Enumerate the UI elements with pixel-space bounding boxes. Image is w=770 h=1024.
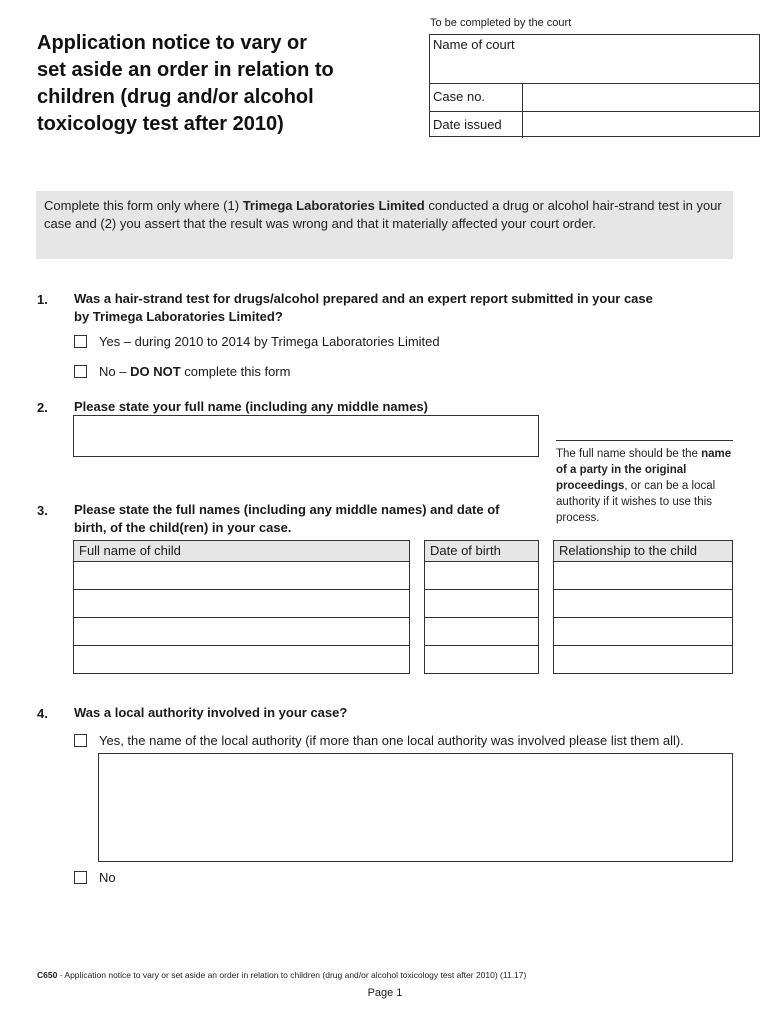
title-line: toxicology test after 2010) [37,113,284,135]
q1-no-label [99,364,290,379]
guidance-text-start: The full name should be the [556,448,702,460]
q1-no-prefix: No – [99,364,131,379]
local-authority-field[interactable] [98,753,733,862]
footer-text: - Application notice to vary or set aside an order in relation to children (drug and/or alcohol toxicology test after 2010) (11.17) [57,970,527,980]
q1-yes-checkbox[interactable] [74,335,87,348]
question-4-text: Was a local authority involved in your case? [74,705,348,720]
relationship-cell[interactable] [554,618,732,646]
date-issued-cell [522,112,759,138]
title-line: set aside an order in relation to [37,59,334,81]
child-name-cell[interactable] [74,618,409,646]
date-of-birth-header: Date of birth [425,541,538,562]
date-of-birth-cell[interactable] [425,590,538,618]
full-name-field[interactable] [73,415,539,457]
intro-text-end: conducted a drug or alcohol hair-strand test in your case and (2) you assert that the result was wrong and that it materially affected your court order. [44,198,722,231]
relationship-cell[interactable] [554,646,732,674]
form-footer [37,970,526,980]
case-no-field[interactable] [526,87,760,109]
q1-no-suffix: complete this form [180,364,291,379]
relationship-column [553,540,733,674]
date-issued-field[interactable] [526,115,760,137]
case-no-cell [522,84,759,112]
date-issued-row [430,111,759,138]
question-2-text: Please state your full name (including any middle names) [74,399,428,414]
q1-no-checkbox[interactable] [74,365,87,378]
child-name-header: Full name of child [74,541,409,562]
relationship-cell[interactable] [554,590,732,618]
question-1-number: 1. [37,292,48,307]
question-2-number: 2. [37,400,48,415]
court-use-box [429,34,760,137]
guidance-text-bold: name of a party in the original proceedings [556,448,732,492]
q4-yes-label: Yes, the name of the local authority (if more than one local authority was involved please list them all). [99,733,684,748]
q4-no-checkbox[interactable] [74,871,87,884]
case-no-label: Case no. [433,89,486,104]
date-of-birth-column [424,540,539,674]
question-1-text: Was a hair-strand test for drugs/alcohol prepared and an expert report submitted in your case by Trimega Laboratories Limited? [74,291,653,324]
date-of-birth-cell[interactable] [425,618,538,646]
question-3-text: Please state the full names (including any middle names) and date of birth, of the child(ren) in your case. [74,502,500,535]
full-name-guidance [556,440,733,526]
q4-no-label: No [99,870,116,885]
title-line: children (drug and/or alcohol [37,86,314,108]
court-use-note: To be completed by the court [430,17,572,29]
case-no-row [430,83,759,112]
date-issued-label: Date issued [433,117,502,132]
relationship-cell[interactable] [554,562,732,590]
name-of-court-label: Name of court [433,37,515,52]
intro-notice [36,191,733,259]
q1-yes-label: Yes – during 2010 to 2014 by Trimega Laboratories Limited [99,334,440,349]
form-title [37,30,397,138]
child-name-column [73,540,410,674]
q1-no-bold: DO NOT [130,364,181,379]
form-code: C650 [37,970,58,980]
child-name-cell[interactable] [74,646,409,674]
intro-text-bold: Trimega Laboratories Limited [242,198,425,213]
relationship-header: Relationship to the child [554,541,732,562]
child-name-cell[interactable] [74,562,409,590]
page-number: Page 1 [367,987,403,999]
intro-text-start: Complete this form only where (1) [44,198,243,213]
question-4-number: 4. [37,706,48,721]
q4-yes-checkbox[interactable] [74,734,87,747]
date-of-birth-cell[interactable] [425,646,538,674]
question-3-number: 3. [37,503,48,518]
title-line: Application notice to vary or [37,32,308,54]
child-name-cell[interactable] [74,590,409,618]
guidance-text-end: , or can be a local authority if it wishes to use this process. [556,480,716,524]
date-of-birth-cell[interactable] [425,562,538,590]
name-of-court-field[interactable] [434,55,758,83]
